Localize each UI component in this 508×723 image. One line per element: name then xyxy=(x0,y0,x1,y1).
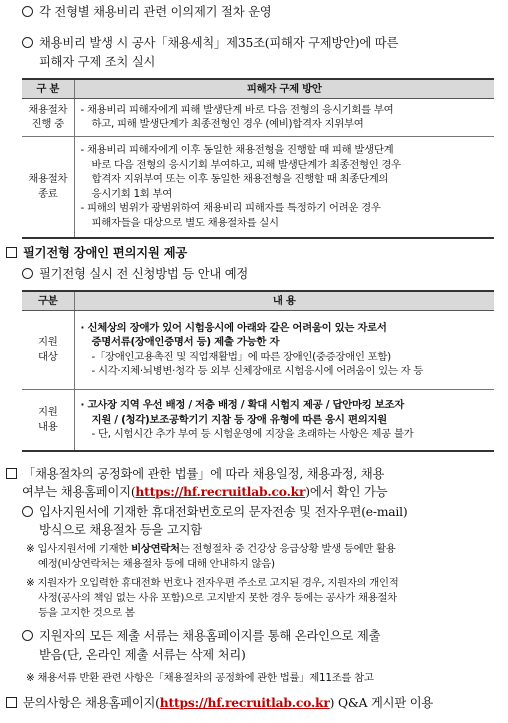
circle-bullet-icon xyxy=(22,268,33,279)
victim-relief-table xyxy=(22,78,494,239)
fair-hiring-cont: 여부는 채용홈페이지(https://hf.recruitlab.co.kr)에서 확인 가능 xyxy=(22,484,388,499)
bullet-item-appeal: 각 전형별 채용비리 관련 이의제기 절차 운영 xyxy=(22,3,271,21)
section-title-accessibility: 필기전형 장애인 편의지원 제공 xyxy=(6,244,187,262)
note-misentry: ※ 지원자가 오입력한 휴대전화 번호나 전자우편 주소로 고지된 경우, 지원자의 개인적 xyxy=(26,577,399,589)
section-inquiry: 문의사항은 채용홈페이지(https://hf.recruitlab.co.kr) Q&A 게시판 이용 xyxy=(6,694,433,712)
bullet-item-submission: 지원자의 모든 제출 서류는 채용홈페이지를 통해 온라인으로 제출 xyxy=(22,627,380,645)
row-content-eligibility: · 신체상의 장애가 있어 시험응시에 아래와 같은 어려움이 있는 자로서 증명서류(장애인증명서 등) 제출 가능한 자 -「장애인고용촉진 및 직업재활법」에 따른 장애인(중증장애인 포함) - 시각·지체·뇌병변·청각 등 외부 신체장애로 시험응시에 어려움이 있는 자 등 xyxy=(74,310,494,389)
row-label-in-progress: 채용절차 진행 중 xyxy=(22,98,74,136)
note-emergency-contact-cont: 예정(비상연락처는 채용절차 등에 대해 안내하지 않음) xyxy=(38,558,275,570)
row-label-completed: 채용절차 종료 xyxy=(22,136,74,238)
circle-bullet-icon xyxy=(22,6,33,17)
note-emergency-contact: ※ 입사지원서에 기재한 비상연락처는 전형절차 중 건강상 응급상황 발생 등에만 활용 xyxy=(26,543,396,555)
table-row xyxy=(22,98,494,136)
circle-bullet-icon xyxy=(22,630,33,641)
accessibility-support-table xyxy=(22,290,494,452)
bullet-item-notification: 입사지원서에 기재한 휴대전화번호로의 문자전송 및 전자우편(e-mail) xyxy=(22,503,407,521)
note-misentry-cont2: 등을 고지한 것으로 봄 xyxy=(38,607,135,619)
bullet-item-notification-cont: 방식으로 채용절차 등을 고지함 xyxy=(39,523,202,537)
square-bullet-icon xyxy=(6,247,17,258)
circle-bullet-icon xyxy=(22,37,33,48)
row-label-support: 지원 내용 xyxy=(22,389,74,451)
recruit-homepage-link[interactable]: https://hf.recruitlab.co.kr xyxy=(159,695,330,710)
recruit-homepage-link[interactable]: https://hf.recruitlab.co.kr xyxy=(135,484,306,499)
square-bullet-icon xyxy=(6,468,17,479)
table-header-category: 구분 xyxy=(22,291,74,310)
bullet-item-relief: 채용비리 발생 시 공사「채용세칙」제35조(피해자 구제방안)에 따른 xyxy=(22,34,398,52)
square-bullet-icon xyxy=(6,697,17,708)
row-content-in-progress: - 채용비리 피해자에게 피해 발생단계 바로 다음 전형의 응시기회를 부여 하고, 피해 발생단계가 최종전형인 경우 (예비)합격자 지위부여 xyxy=(74,98,494,136)
table-header-relief: 피해자 구제 방안 xyxy=(74,79,494,98)
note-misentry-cont1: 사정(공사의 책임 없는 사유 포함)으로 고지받지 못한 경우 등에는 공사가 채용절차 xyxy=(38,592,397,604)
bullet-item-notice: 필기전형 실시 전 신청방법 등 안내 예정 xyxy=(22,265,248,283)
table-header-category: 구 분 xyxy=(22,79,74,98)
table-row xyxy=(22,136,494,238)
bullet-item-relief-cont: 피해자 구제 조치 실시 xyxy=(39,55,156,69)
row-label-eligibility: 지원 대상 xyxy=(22,310,74,389)
circle-bullet-icon xyxy=(22,506,33,517)
bullet-item-submission-cont: 받음(단, 온라인 제출 서류는 삭제 처리) xyxy=(39,648,246,662)
table-row xyxy=(22,389,494,451)
table-row xyxy=(22,310,494,389)
table-header-content: 내 용 xyxy=(74,291,494,310)
section-fair-hiring: 「채용절차의 공정화에 관한 법률」에 따라 채용일정, 채용과정, 채용 xyxy=(6,465,384,483)
row-content-support: · 고사장 지역 우선 배정 / 저층 배정 / 확대 시험지 제공 / 답안마킹 보조자 지원 / (청각)보조공학기기 지참 등 장애 유형에 따른 응시 편의지원 - 단, 시험시간 추가 부여 등 시험운영에 지장을 초래하는 사항은 제공 불가 xyxy=(74,389,494,451)
note-document-return: ※ 채용서류 반환 관련 사항은「채용절차의 공정화에 관한 법률」제11조를 참고 xyxy=(26,672,374,684)
row-content-completed: - 채용비리 피해자에게 이후 동일한 채용전형을 진행할 때 피해 발생단계 바로 다음 전형의 응시기회 부여하고, 피해 발생단계가 최종전형인 경우 합격자 지위부여 또는 이후 동일한 채용전형을 진행할 때 최종단계의 응시기회 1회 부여 - 피해의 범위가 광범위하여 채용비리 피해자를 특정하기 어려운 경우 피해자들을 대상으로 별도 채용절차를 실시 xyxy=(74,136,494,238)
